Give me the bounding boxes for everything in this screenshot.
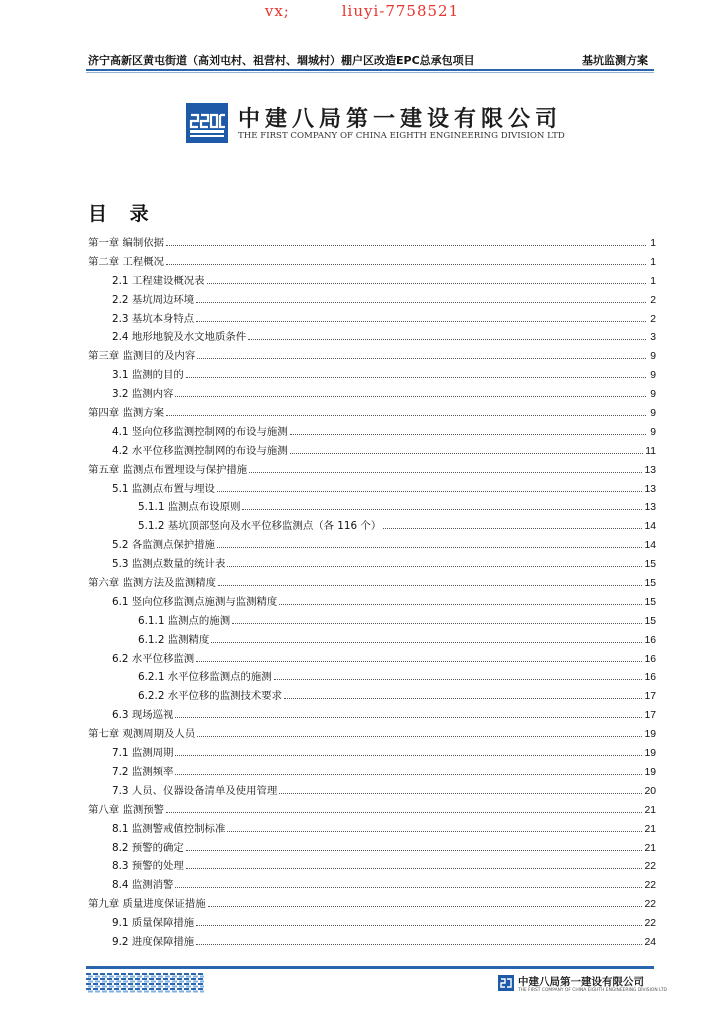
toc-entry-page: 9 bbox=[650, 370, 656, 382]
toc-entry-page: 15 bbox=[644, 615, 656, 627]
toc-entry-page: 13 bbox=[644, 464, 656, 476]
toc-entry-page: 20 bbox=[644, 785, 656, 797]
toc-entry-page: 17 bbox=[644, 691, 656, 703]
toc-leader-dots bbox=[290, 453, 644, 454]
toc-entry[interactable] bbox=[88, 461, 656, 480]
toc-entry[interactable] bbox=[88, 536, 656, 555]
toc-entry-label: 3.1 监测的目的 bbox=[112, 369, 184, 382]
toc-entry[interactable] bbox=[88, 517, 656, 536]
toc-entry-label: 8.4 监测消警 bbox=[112, 879, 174, 892]
toc-leader-dots bbox=[242, 509, 642, 510]
toc-leader-dots bbox=[175, 774, 642, 775]
toc-entry-label: 5.1.2 基坑顶部竖向及水平位移监测点（各 116 个） bbox=[138, 520, 382, 533]
toc-leader-dots bbox=[166, 264, 646, 265]
toc-entry-page: 16 bbox=[644, 634, 656, 646]
toc-entry-page: 9 bbox=[650, 389, 656, 401]
toc-entry-page: 19 bbox=[644, 729, 656, 741]
toc-entry-page: 9 bbox=[650, 408, 656, 420]
toc-entry[interactable] bbox=[88, 687, 656, 706]
toc-entry[interactable] bbox=[88, 404, 656, 423]
toc-entry[interactable] bbox=[88, 291, 656, 310]
toc-entry-label: 5.2 各监测点保护措施 bbox=[112, 539, 215, 552]
toc-entry-page: 3 bbox=[650, 332, 656, 344]
toc-entry-label: 5.1.1 监测点布设原则 bbox=[138, 501, 241, 514]
toc-entry-page: 1 bbox=[650, 275, 656, 287]
toc-leader-dots bbox=[217, 491, 642, 492]
toc-entry-page: 22 bbox=[644, 861, 656, 873]
toc-entry-label: 6.2.2 水平位移的监测技术要求 bbox=[138, 690, 283, 703]
toc-leader-dots bbox=[284, 698, 642, 699]
toc-entry-label: 第七章 观测周期及人员 bbox=[88, 728, 196, 741]
toc-entry[interactable] bbox=[88, 744, 656, 763]
toc-entry-label: 7.2 监测频率 bbox=[112, 765, 174, 778]
toc-leader-dots bbox=[249, 472, 642, 473]
toc-entry[interactable] bbox=[88, 725, 656, 744]
toc-entry-page: 1 bbox=[650, 238, 656, 249]
toc-entry-page: 13 bbox=[644, 502, 656, 514]
toc-entry-page: 17 bbox=[644, 710, 656, 722]
toc-entry[interactable] bbox=[88, 347, 656, 366]
toc-entry-label: 6.2 水平位移监测 bbox=[112, 652, 195, 665]
toc-entry[interactable] bbox=[88, 328, 656, 347]
header-doc-title: 基坑监测方案 bbox=[582, 54, 648, 67]
toc-entry-label: 8.2 预警的确定 bbox=[112, 841, 184, 854]
toc-leader-dots bbox=[166, 415, 646, 416]
toc-entry-label: 6.3 现场巡视 bbox=[112, 709, 174, 722]
toc-leader-dots bbox=[208, 906, 643, 907]
toc-leader-dots bbox=[279, 604, 642, 605]
toc-leader-dots bbox=[383, 528, 642, 529]
toc-entry[interactable] bbox=[88, 423, 656, 442]
toc-entry[interactable] bbox=[88, 839, 656, 858]
toc-entry[interactable] bbox=[88, 480, 656, 499]
toc-leader-dots bbox=[175, 887, 642, 888]
footer-company-cn: 中建八局第一建设有限公司 bbox=[518, 976, 644, 988]
toc-entry-label: 2.4 地形地貌及水文地质条件 bbox=[112, 331, 247, 344]
toc-leader-dots bbox=[175, 396, 646, 397]
toc-entry-label: 6.1.1 监测点的施测 bbox=[138, 614, 231, 627]
toc-entry-page: 9 bbox=[650, 351, 656, 363]
toc-entry[interactable] bbox=[88, 933, 656, 952]
toc-leader-dots bbox=[248, 339, 646, 340]
toc-entry[interactable] bbox=[88, 442, 656, 461]
toc-entry-label: 第九章 质量进度保证措施 bbox=[88, 898, 206, 911]
toc-entry-page: 2 bbox=[650, 313, 656, 325]
toc-entry[interactable] bbox=[88, 914, 656, 933]
toc-entry-page: 16 bbox=[644, 672, 656, 684]
toc-entry-page: 14 bbox=[644, 540, 656, 552]
toc-leader-dots bbox=[274, 679, 643, 680]
toc-entry-label: 第三章 监测目的及内容 bbox=[88, 350, 196, 363]
toc-leader-dots bbox=[196, 925, 642, 926]
toc-leader-dots bbox=[227, 831, 642, 832]
toc-entry[interactable] bbox=[88, 253, 656, 272]
toc-entry[interactable] bbox=[88, 555, 656, 574]
toc-entry-page: 21 bbox=[644, 842, 656, 854]
toc-leader-dots bbox=[196, 944, 642, 945]
toc-entry-page: 15 bbox=[644, 578, 656, 590]
toc-leader-dots bbox=[196, 302, 646, 303]
toc-leader-dots bbox=[218, 585, 642, 586]
toc-leader-dots bbox=[186, 377, 646, 378]
toc-entry[interactable] bbox=[88, 820, 656, 839]
toc-entry-label: 9.2 进度保障措施 bbox=[112, 935, 195, 948]
toc-entry-page: 19 bbox=[644, 748, 656, 760]
toc-entry-label: 第八章 监测预警 bbox=[88, 803, 165, 816]
toc-entry-page: 21 bbox=[644, 823, 656, 835]
toc-entry-label: 第五章 监测点布置埋设与保护措施 bbox=[88, 463, 248, 476]
toc-entry-page: 15 bbox=[644, 596, 656, 608]
toc-entry-label: 4.2 水平位移监测控制网的布设与施测 bbox=[112, 444, 288, 457]
watermark-text: vx; liuyi-7758521 bbox=[264, 2, 460, 20]
toc-entry-page: 1 bbox=[650, 256, 656, 268]
toc-entry[interactable] bbox=[88, 234, 656, 253]
toc-leader-dots bbox=[175, 755, 642, 756]
toc-entry[interactable] bbox=[88, 366, 656, 385]
toc-leader-dots bbox=[186, 850, 643, 851]
toc-entry[interactable] bbox=[88, 593, 656, 612]
page-header bbox=[88, 52, 648, 68]
toc-entry-label: 第二章 工程概况 bbox=[88, 255, 165, 268]
toc-entry-page: 19 bbox=[644, 766, 656, 778]
toc-entry-label: 3.2 监测内容 bbox=[112, 388, 174, 401]
toc-entry[interactable] bbox=[88, 574, 656, 593]
company-logo-icon bbox=[186, 103, 228, 143]
toc-entry-page: 24 bbox=[644, 936, 656, 948]
toc-entry-label: 7.1 监测周期 bbox=[112, 747, 174, 760]
toc-entry[interactable] bbox=[88, 385, 656, 404]
footer-logo-icon bbox=[498, 975, 514, 991]
toc-entry-label: 第六章 监测方法及监测精度 bbox=[88, 577, 216, 590]
header-rule-thin bbox=[86, 72, 654, 73]
toc-entry-label: 8.1 监测警戒值控制标准 bbox=[112, 822, 226, 835]
toc-leader-dots bbox=[227, 566, 642, 567]
toc-entry[interactable] bbox=[88, 782, 656, 801]
toc-entry-page: 14 bbox=[644, 521, 656, 533]
table-of-contents bbox=[88, 234, 656, 952]
toc-entry[interactable] bbox=[88, 706, 656, 725]
toc-entry[interactable] bbox=[88, 668, 656, 687]
toc-leader-dots bbox=[279, 793, 642, 794]
company-name-cn: 中建八局第一建设有限公司 bbox=[238, 107, 563, 132]
toc-leader-dots bbox=[290, 434, 646, 435]
toc-entry[interactable] bbox=[88, 631, 656, 650]
toc-entry-page: 2 bbox=[650, 294, 656, 306]
toc-entry-label: 6.1.2 监测精度 bbox=[138, 633, 210, 646]
toc-entry[interactable] bbox=[88, 498, 656, 517]
toc-entry-label: 4.1 竖向位移监测控制网的布设与施测 bbox=[112, 425, 288, 438]
toc-entry-label: 2.1 工程建设概况表 bbox=[112, 274, 205, 287]
toc-entry[interactable] bbox=[88, 876, 656, 895]
toc-leader-dots bbox=[166, 245, 646, 246]
toc-entry[interactable] bbox=[88, 857, 656, 876]
toc-entry[interactable] bbox=[88, 272, 656, 291]
toc-entry-page: 15 bbox=[644, 559, 656, 571]
toc-entry-page: 11 bbox=[645, 445, 656, 457]
toc-entry[interactable] bbox=[88, 895, 656, 914]
footer-pattern-icon bbox=[86, 973, 204, 995]
toc-leader-dots bbox=[186, 868, 643, 869]
toc-entry-page: 13 bbox=[644, 483, 656, 495]
toc-leader-dots bbox=[175, 717, 642, 718]
company-name-en: THE FIRST COMPANY OF CHINA EIGHTH ENGINEERING DIVISION LTD bbox=[238, 131, 565, 141]
toc-entry-page: 21 bbox=[644, 804, 656, 816]
header-project-title: 济宁高新区黄屯街道（高刘屯村、祖营村、堌城村）棚户区改造EPC总承包项目 bbox=[88, 54, 475, 67]
toc-leader-dots bbox=[197, 736, 642, 737]
toc-entry-label: 6.1 竖向位移监测点施测与监测精度 bbox=[112, 595, 278, 608]
toc-entry-label: 第一章 编制依据 bbox=[88, 237, 165, 249]
toc-leader-dots bbox=[196, 321, 646, 322]
toc-leader-dots bbox=[166, 812, 642, 813]
toc-entry-label: 8.3 预警的处理 bbox=[112, 860, 184, 873]
toc-entry-label: 7.3 人员、仪器设备清单及使用管理 bbox=[112, 784, 278, 797]
toc-entry[interactable] bbox=[88, 310, 656, 329]
toc-leader-dots bbox=[207, 283, 646, 284]
toc-entry-label: 2.3 基坑本身特点 bbox=[112, 312, 195, 325]
toc-entry[interactable] bbox=[88, 763, 656, 782]
toc-entry-page: 22 bbox=[644, 880, 656, 892]
toc-entry-label: 2.2 基坑周边环境 bbox=[112, 293, 195, 306]
toc-leader-dots bbox=[211, 642, 642, 643]
toc-leader-dots bbox=[217, 547, 642, 548]
toc-entry-page: 22 bbox=[644, 918, 656, 930]
toc-entry-label: 6.2.1 水平位移监测点的施测 bbox=[138, 671, 272, 684]
toc-entry[interactable] bbox=[88, 612, 656, 631]
toc-entry[interactable] bbox=[88, 801, 656, 820]
toc-entry-label: 5.1 监测点布置与埋设 bbox=[112, 482, 215, 495]
toc-title: 目 录 bbox=[88, 203, 157, 225]
toc-entry-label: 第四章 监测方案 bbox=[88, 407, 165, 420]
toc-entry-label: 9.1 质量保障措施 bbox=[112, 917, 195, 930]
footer-rule bbox=[86, 966, 654, 969]
toc-entry[interactable] bbox=[88, 650, 656, 669]
footer-company-en: THE FIRST COMPANY OF CHINA EIGHTH ENGINEERING DIVISION LTD bbox=[518, 988, 667, 993]
toc-entry-page: 16 bbox=[644, 653, 656, 665]
toc-entry-label: 5.3 监测点数量的统计表 bbox=[112, 558, 226, 571]
toc-leader-dots bbox=[197, 358, 646, 359]
header-rule bbox=[86, 69, 654, 71]
toc-entry-page: 22 bbox=[644, 899, 656, 911]
toc-leader-dots bbox=[196, 661, 642, 662]
toc-leader-dots bbox=[232, 623, 642, 624]
toc-entry-page: 9 bbox=[650, 426, 656, 438]
